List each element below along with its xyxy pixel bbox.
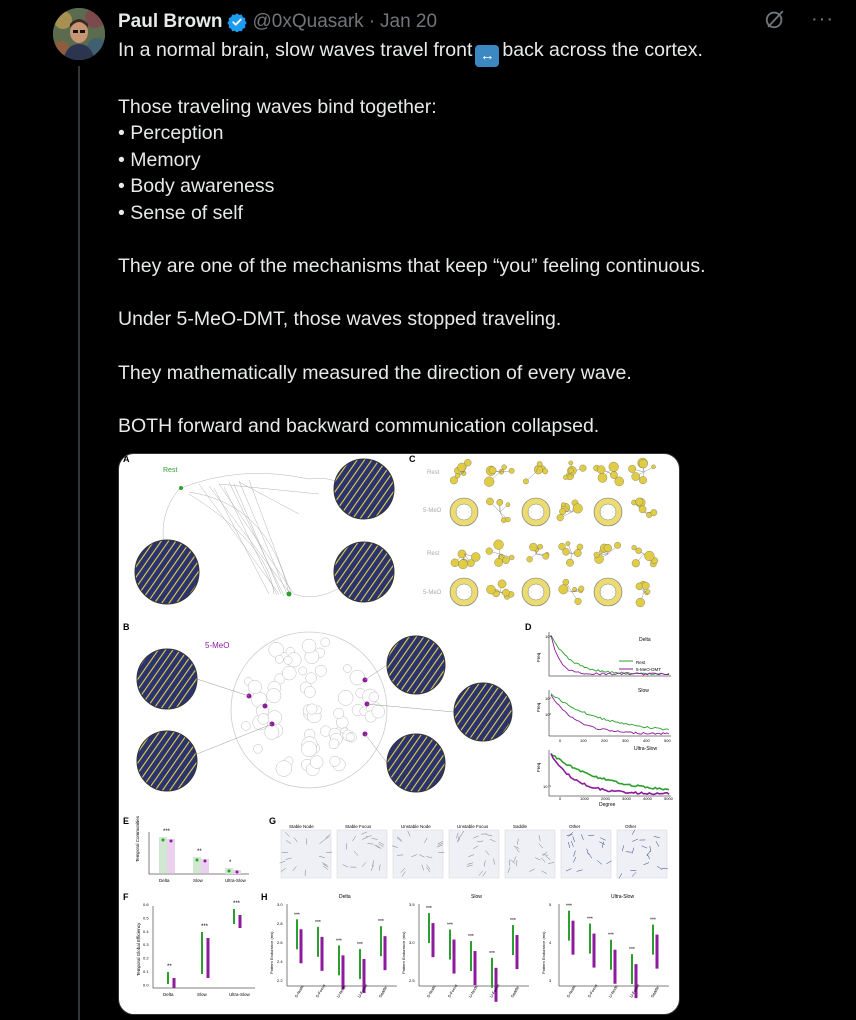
h-significance: *** bbox=[357, 942, 363, 949]
g-title: Other bbox=[625, 824, 637, 829]
panel-label-h: H bbox=[261, 892, 268, 902]
d-xtick-label: 4000 bbox=[643, 796, 652, 801]
h-significance: *** bbox=[315, 919, 321, 926]
point bbox=[196, 859, 199, 862]
network-node bbox=[304, 686, 315, 697]
h-title: Slow bbox=[471, 894, 482, 900]
mini-network bbox=[600, 504, 616, 520]
h-significance: *** bbox=[608, 932, 614, 939]
f-significance: ** bbox=[167, 964, 172, 970]
thread-line bbox=[78, 66, 80, 1020]
h-xtick-label: U-Node bbox=[607, 984, 619, 999]
network-node bbox=[321, 638, 330, 647]
mini-network-node bbox=[573, 504, 583, 514]
network-edge bbox=[197, 679, 249, 696]
network-node bbox=[329, 739, 339, 749]
author-name[interactable]: Paul Brown bbox=[118, 11, 223, 32]
f-ylabel: Temporal Global Efficiency bbox=[136, 922, 141, 976]
mini-network-node bbox=[632, 472, 640, 480]
node bbox=[179, 486, 183, 490]
f-ytick-label: 0.0 bbox=[143, 982, 149, 988]
h-xtick-label: Saddle bbox=[649, 985, 661, 999]
h-xtick-label: S-Node bbox=[293, 984, 305, 999]
text-line-1 bbox=[118, 37, 818, 67]
panel-label-g: G bbox=[269, 816, 277, 826]
network-node bbox=[282, 666, 296, 680]
mini-network-node bbox=[543, 469, 548, 474]
g-title: Unstable Focus bbox=[457, 824, 489, 829]
bullet-item: • Sense of self bbox=[118, 201, 243, 224]
network-node bbox=[350, 670, 365, 685]
network-node bbox=[346, 733, 354, 741]
f-ytick-label: 0.6 bbox=[143, 902, 149, 907]
mini-network-node bbox=[489, 467, 496, 474]
mini-network bbox=[600, 584, 616, 600]
text-line-4: Under 5-MeO-DMT, those waves stopped traveling. bbox=[118, 308, 562, 331]
f-ytick-label: 0.4 bbox=[143, 928, 149, 934]
f-ytick-label: 0.1 bbox=[143, 969, 149, 974]
d-xtick-label: 3000 bbox=[622, 796, 631, 801]
d-xtick-label: 2000 bbox=[601, 796, 610, 801]
g-title: Stable Focus bbox=[345, 824, 372, 829]
meo-label: 5-MeO bbox=[205, 641, 230, 650]
d-ytick: 10⁻¹ bbox=[543, 784, 551, 789]
h-significance: *** bbox=[566, 903, 572, 910]
e-xtick-label: Delta bbox=[159, 878, 170, 883]
mini-network-node bbox=[458, 550, 466, 558]
mini-network-node bbox=[502, 465, 507, 470]
mini-network-node bbox=[594, 552, 600, 558]
brain-head-map bbox=[135, 540, 199, 604]
network-node bbox=[265, 725, 279, 739]
mini-network-node bbox=[598, 473, 607, 482]
mini-network-node bbox=[562, 548, 569, 555]
network-node bbox=[307, 704, 318, 715]
h-significance: *** bbox=[447, 922, 453, 929]
e-xtick-label: Slow bbox=[193, 878, 203, 883]
d-xtick-label: 5000 bbox=[664, 796, 673, 801]
h-significance: *** bbox=[587, 916, 593, 923]
network-node bbox=[330, 756, 340, 766]
avatar[interactable] bbox=[53, 8, 105, 60]
line1-after: back across the cortex. bbox=[502, 39, 703, 61]
mini-network-node bbox=[559, 585, 569, 595]
g-title: Unstable Node bbox=[401, 824, 431, 829]
mini-network-node bbox=[642, 582, 650, 590]
mini-network-node bbox=[609, 462, 619, 472]
mini-network-node bbox=[494, 540, 504, 550]
f-xtick-label: Slow bbox=[197, 992, 207, 997]
mini-network-node bbox=[563, 579, 569, 585]
mini-network-node bbox=[498, 580, 506, 588]
network-node bbox=[310, 756, 323, 769]
mini-network-node bbox=[636, 598, 645, 607]
mini-network-node bbox=[650, 509, 657, 516]
h-significance: *** bbox=[336, 938, 342, 945]
brain-head-map bbox=[334, 542, 394, 602]
mini-network-node bbox=[484, 477, 494, 487]
d-xtick-label: 500 bbox=[664, 738, 671, 743]
h-ytick-label: 2.5 bbox=[409, 978, 415, 983]
h-xtick-label: S-Node bbox=[565, 984, 577, 999]
mini-network-node bbox=[497, 499, 503, 505]
d-title: Slow bbox=[638, 688, 649, 694]
panel-label-f: F bbox=[123, 892, 129, 902]
panel-label-e: E bbox=[123, 816, 130, 826]
d-legend-rest: Rest bbox=[636, 660, 646, 665]
temporal-efficiency-chart bbox=[143, 901, 255, 997]
g-title: Saddle bbox=[513, 824, 528, 829]
mini-network-node bbox=[577, 544, 583, 550]
panel-label-b: B bbox=[123, 622, 130, 632]
network-node bbox=[299, 667, 307, 675]
mini-network bbox=[456, 584, 472, 600]
network-node bbox=[301, 741, 316, 756]
h-ytick-label: 2.8 bbox=[277, 921, 283, 926]
mini-network-node bbox=[639, 506, 646, 513]
mini-network-node bbox=[563, 475, 568, 480]
h-significance: *** bbox=[489, 950, 495, 957]
mini-network-node bbox=[646, 590, 651, 595]
h-ytick-label: 2.4 bbox=[277, 959, 283, 964]
e-significance: *** bbox=[163, 829, 171, 835]
mini-network-node bbox=[614, 542, 620, 548]
brain-head-map bbox=[137, 731, 197, 791]
separator-dot: · bbox=[368, 11, 376, 32]
mini-network-node bbox=[635, 498, 643, 506]
h-ylabel: Pattern Endurance (ms) bbox=[401, 931, 406, 974]
mini-network-node bbox=[503, 557, 510, 564]
text-line-3: They are one of the mechanisms that keep “you” feeling continuous. bbox=[118, 255, 706, 278]
h-title: Ultra-Slow bbox=[611, 894, 635, 900]
f-significance: *** bbox=[233, 901, 241, 907]
text-line-6: BOTH forward and backward communication collapsed. bbox=[118, 414, 600, 437]
h-ylabel: Pattern Endurance (ms) bbox=[269, 931, 274, 974]
mini-network-node bbox=[574, 549, 581, 556]
mini-network-node bbox=[486, 585, 495, 594]
mini-network-node bbox=[509, 468, 514, 473]
d-title: Ultra-Slow bbox=[634, 746, 658, 752]
c-row-label: Rest bbox=[427, 551, 440, 557]
g-title: Stable Node bbox=[289, 824, 314, 829]
h-xtick-label: U-Node bbox=[467, 984, 479, 999]
network-node bbox=[254, 745, 263, 754]
h-ytick-label: 3.5 bbox=[409, 902, 415, 907]
d-ytick: 10⁰ bbox=[545, 712, 552, 717]
rest-label: Rest bbox=[163, 467, 178, 474]
h-significance: *** bbox=[378, 919, 384, 926]
mini-network-node bbox=[527, 556, 533, 562]
mini-network-node bbox=[557, 514, 564, 521]
mini-network-node bbox=[455, 473, 460, 478]
mini-network-node bbox=[451, 559, 459, 567]
g-title: Other bbox=[569, 824, 581, 829]
e-xtick-label: Ultra-Slow bbox=[225, 878, 246, 883]
mini-network-node bbox=[639, 459, 648, 468]
d-xtick-label: 400 bbox=[643, 738, 650, 743]
figure-graphic bbox=[119, 454, 679, 1014]
bullet-item: • Perception bbox=[118, 122, 224, 145]
panel-label-d: D bbox=[525, 622, 532, 632]
mini-network-node bbox=[651, 465, 655, 469]
brain-head-map bbox=[334, 459, 394, 519]
d-ylabel: Freq bbox=[536, 702, 541, 712]
h-xtick-label: S-Focus bbox=[446, 983, 459, 999]
author-handle[interactable]: @0xQuasark bbox=[252, 11, 364, 32]
mini-network-node bbox=[632, 545, 637, 550]
avatar-image bbox=[53, 8, 105, 60]
mini-network-node bbox=[509, 555, 514, 560]
point bbox=[236, 871, 239, 874]
network-edge bbox=[365, 665, 387, 680]
temporal-communities-chart bbox=[149, 829, 249, 883]
network-node bbox=[275, 655, 283, 663]
mini-network-node bbox=[529, 543, 537, 551]
mini-network-node bbox=[568, 468, 574, 474]
network-node bbox=[276, 761, 292, 777]
network-node bbox=[241, 722, 250, 731]
network-node bbox=[369, 692, 379, 702]
network-node bbox=[306, 673, 317, 684]
h-xtick-label: U-Focus bbox=[628, 982, 641, 999]
mini-network-node bbox=[639, 476, 647, 484]
network-node bbox=[334, 708, 344, 718]
mini-network bbox=[528, 584, 544, 600]
h-ytick-label: 2.6 bbox=[277, 940, 283, 945]
h-ylabel: Pattern Endurance (ms) bbox=[541, 931, 546, 974]
h-significance: *** bbox=[650, 917, 656, 924]
network-node bbox=[343, 664, 351, 672]
d-xtick-label: 200 bbox=[601, 738, 608, 743]
mini-network-node bbox=[566, 541, 570, 545]
point bbox=[228, 870, 231, 873]
mini-network-node bbox=[561, 503, 565, 507]
mini-network-node bbox=[604, 544, 612, 552]
text-line-5: They mathematically measured the direction of every wave. bbox=[118, 361, 632, 384]
d-ylabel: Freq bbox=[536, 762, 541, 772]
h-significance: *** bbox=[426, 906, 432, 913]
post-date[interactable]: Jan 20 bbox=[380, 11, 438, 32]
h-significance: *** bbox=[294, 912, 300, 919]
d-legend-meo: 5-MeO-DMT bbox=[636, 667, 661, 672]
left-right-arrow-icon: ↔ bbox=[475, 45, 499, 67]
bar-rest bbox=[159, 837, 167, 873]
node bbox=[287, 592, 292, 597]
f-significance: *** bbox=[201, 924, 209, 930]
bullet-item: • Body awareness bbox=[118, 175, 275, 198]
mini-network-node bbox=[471, 552, 480, 561]
degree-distribution-plots bbox=[549, 632, 671, 796]
h-significance: *** bbox=[510, 918, 516, 925]
brain-head-map bbox=[387, 734, 445, 792]
pattern-endurance-charts bbox=[269, 894, 669, 1002]
e-ylabel: Temporal Communities bbox=[135, 815, 140, 862]
h-xtick-label: S-Focus bbox=[314, 983, 327, 999]
panel-label-c: C bbox=[409, 454, 416, 464]
h-significance: *** bbox=[468, 934, 474, 941]
grok-icon[interactable] bbox=[764, 8, 786, 30]
mini-network-node bbox=[494, 558, 502, 566]
mini-network-node bbox=[597, 466, 605, 474]
network-node-active bbox=[263, 704, 268, 709]
mini-network bbox=[456, 504, 472, 520]
network-edge bbox=[365, 734, 387, 763]
vector-field bbox=[393, 830, 443, 878]
mini-network-node bbox=[506, 503, 510, 507]
d-ytick: 10² bbox=[545, 696, 551, 701]
c-row-label: 5-MeO bbox=[423, 590, 442, 596]
h-xtick-label: U-Focus bbox=[356, 982, 369, 999]
panel-label-a: A bbox=[123, 454, 130, 464]
mini-network-node bbox=[559, 508, 565, 514]
h-ytick-label: 3.0 bbox=[277, 902, 283, 907]
post-image[interactable] bbox=[118, 453, 680, 1015]
post-text bbox=[118, 37, 818, 439]
network-node bbox=[315, 665, 326, 676]
c-row-label: 5-MeO bbox=[423, 508, 442, 514]
mini-network-node bbox=[506, 517, 511, 522]
f-ytick-label: 0.3 bbox=[143, 942, 149, 948]
h-ytick-label: 2.2 bbox=[277, 978, 283, 983]
vector-field bbox=[337, 830, 387, 878]
d-ylabel: Freq bbox=[536, 652, 541, 662]
f-xtick-label: Ultra-Slow bbox=[229, 992, 250, 997]
network-node bbox=[284, 656, 292, 664]
h-ytick-label: 3 bbox=[549, 978, 552, 983]
text-line-2: Those traveling waves bind together: bbox=[118, 95, 437, 118]
h-significance: *** bbox=[629, 947, 635, 954]
network-node bbox=[268, 711, 282, 725]
mini-network-node bbox=[569, 461, 573, 465]
mini-network-node bbox=[537, 461, 542, 466]
more-options-icon[interactable]: ··· bbox=[811, 8, 834, 30]
h-xtick-label: S-Focus bbox=[586, 983, 599, 999]
d-xtick-label: 1000 bbox=[580, 796, 589, 801]
brain-head-map bbox=[454, 683, 512, 741]
f-xtick-label: Delta bbox=[163, 992, 174, 997]
d-ytick: 10⁴ bbox=[545, 634, 552, 639]
mini-network-node bbox=[628, 465, 636, 473]
mini-network-node bbox=[458, 560, 467, 569]
f-ytick-label: 0.2 bbox=[143, 955, 149, 961]
e-significance: ** bbox=[197, 849, 202, 855]
mini-network-node bbox=[575, 598, 582, 605]
point bbox=[170, 840, 173, 843]
h-xtick-label: U-Focus bbox=[488, 982, 501, 999]
h-title: Delta bbox=[339, 894, 351, 900]
f-ytick-label: 0.5 bbox=[143, 915, 149, 921]
series-rest bbox=[551, 694, 669, 730]
post-header bbox=[118, 9, 836, 35]
bullet-item: • Memory bbox=[118, 148, 201, 171]
network-node bbox=[338, 690, 353, 705]
h-ytick-label: 5 bbox=[549, 902, 552, 907]
h-ytick-label: 4 bbox=[549, 940, 552, 945]
line1-before: In a normal brain, slow waves travel front bbox=[118, 39, 473, 61]
network-node bbox=[248, 680, 262, 694]
vector-field bbox=[281, 830, 331, 878]
series-rest bbox=[551, 754, 669, 790]
mini-network-node bbox=[486, 498, 493, 505]
vector-field bbox=[561, 830, 611, 878]
network-node bbox=[302, 639, 316, 653]
mini-network-node bbox=[580, 465, 587, 472]
mini-network-node bbox=[523, 479, 528, 484]
mini-network-node bbox=[502, 589, 509, 596]
d-xtick-label: 300 bbox=[622, 738, 629, 743]
mini-network-node bbox=[538, 544, 543, 549]
d-xtick-label: 0 bbox=[559, 738, 562, 743]
brain-head-map bbox=[137, 649, 197, 709]
point bbox=[162, 839, 165, 842]
brain-head-map bbox=[387, 636, 445, 694]
bar-meo bbox=[167, 839, 175, 873]
h-xtick-label: Saddle bbox=[509, 985, 521, 999]
mini-network-node bbox=[644, 551, 654, 561]
c-row-label: Rest bbox=[427, 470, 440, 476]
mini-network-node bbox=[579, 586, 584, 591]
mini-network-node bbox=[636, 548, 642, 554]
point bbox=[204, 860, 207, 863]
d-title: Delta bbox=[639, 637, 651, 643]
h-xtick-label: Saddle bbox=[377, 985, 389, 999]
mini-network-node bbox=[486, 548, 493, 555]
h-ytick-label: 3.0 bbox=[409, 940, 415, 945]
mini-network-node bbox=[566, 559, 573, 566]
vector-field-panels bbox=[280, 824, 668, 879]
network-node bbox=[258, 713, 269, 724]
h-xtick-label: S-Node bbox=[425, 984, 437, 999]
mini-network-node bbox=[610, 471, 617, 478]
mini-network-node bbox=[464, 459, 471, 466]
mini-network-node bbox=[632, 559, 640, 567]
h-xtick-label: U-Node bbox=[335, 984, 347, 999]
d-xtick-label: 0 bbox=[559, 796, 562, 801]
network-grid-c bbox=[450, 458, 658, 607]
network-node bbox=[267, 688, 281, 702]
vector-field bbox=[617, 830, 667, 878]
d-xtick-label: 100 bbox=[580, 738, 587, 743]
e-significance: * bbox=[229, 860, 232, 866]
vector-field bbox=[505, 830, 555, 878]
network-node bbox=[372, 705, 385, 718]
d-xlabel: Degree bbox=[599, 802, 616, 808]
mini-network-node bbox=[543, 553, 549, 559]
verified-badge-icon bbox=[227, 12, 247, 32]
mini-network bbox=[528, 504, 544, 520]
